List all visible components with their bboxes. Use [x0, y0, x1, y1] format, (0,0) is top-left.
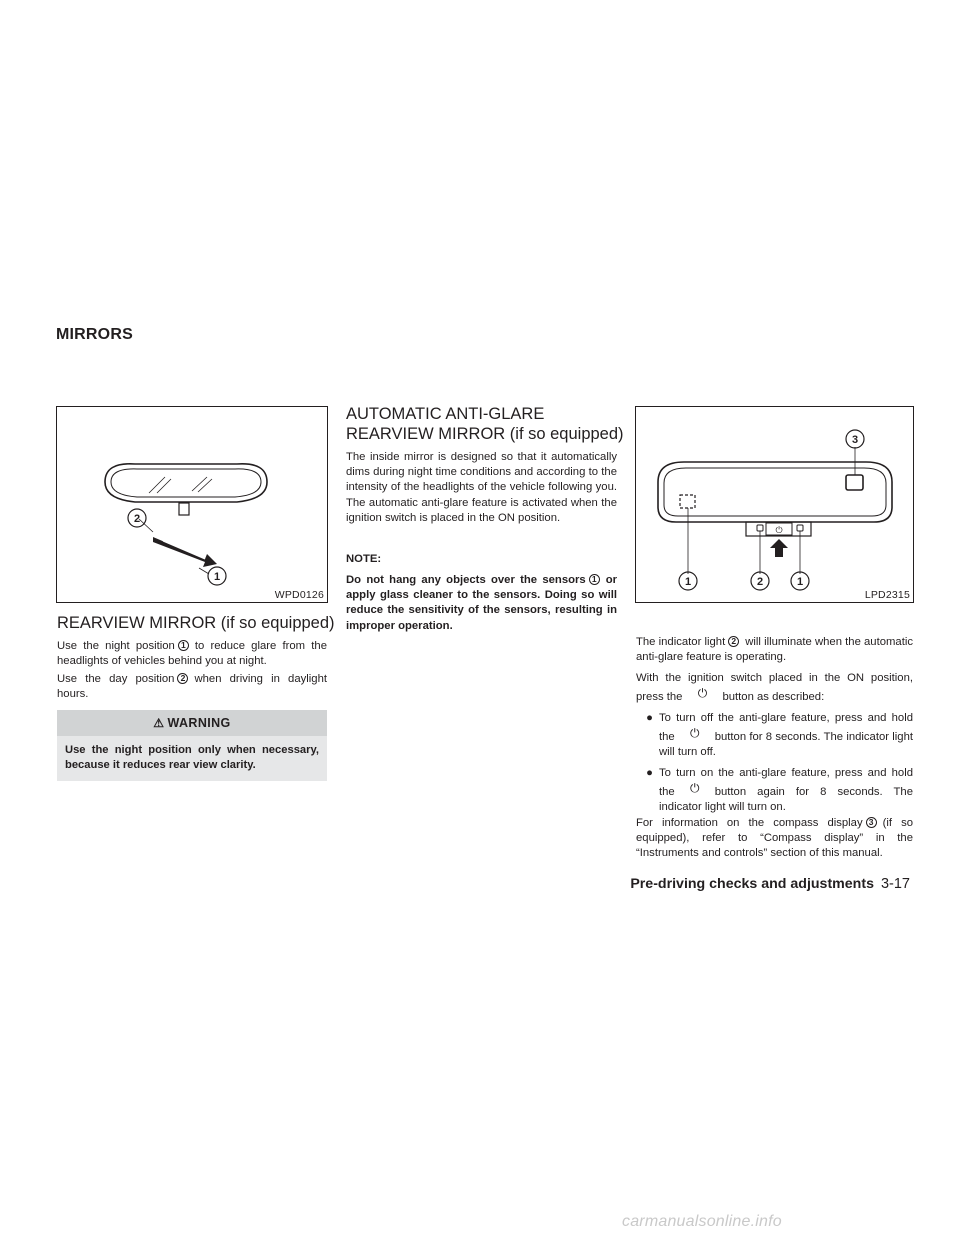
bullet-dot: ●: [646, 712, 653, 724]
callout-number: 1: [213, 571, 221, 583]
warning-title-text: WARNING: [167, 716, 231, 730]
callout-marker: 1: [589, 574, 600, 585]
text: will illuminate when the automatic anti-glare feature is operating.: [636, 636, 913, 664]
note-text: [346, 573, 617, 634]
callout-marker: 2: [728, 636, 739, 647]
callout-marker: 1: [178, 640, 189, 651]
rearview-mirror-illustration: [57, 407, 327, 602]
text: Use the day position: [57, 673, 175, 685]
bullet-turn-on: [636, 766, 913, 816]
page-number: 3-17: [880, 876, 910, 892]
text: To turn on the anti-glare feature, press and hold the: [659, 767, 913, 799]
bullet-turn-off: [636, 711, 913, 761]
note-label: NOTE:: [346, 553, 382, 565]
text: (if so equipped), refer to “Compass display” in the “Instruments and controls” section of this manual.: [636, 817, 913, 860]
callout-marker: 3: [866, 817, 877, 828]
rearview-mirror-figure: [56, 406, 328, 603]
text: With the ignition switch placed in the ON position, press the: [636, 672, 913, 704]
callout-marker: 2: [177, 673, 188, 684]
rearview-heading: REARVIEW MIRROR (if so equipped): [57, 614, 335, 632]
rearview-paragraph-2: [57, 672, 327, 702]
text: The indicator light: [636, 636, 726, 648]
power-button-icon: ⏻: [689, 781, 700, 796]
callout-number: 2: [756, 576, 764, 588]
section-heading: MIRRORS: [56, 326, 133, 343]
footer-section-title: Pre-driving checks and adjustments: [630, 876, 874, 892]
callout-number: 1: [796, 576, 804, 588]
text: For information on the compass display: [636, 817, 863, 829]
antiglare-mirror-figure: [635, 406, 914, 603]
warning-triangle-icon: ⚠: [153, 716, 165, 730]
figure-code: LPD2315: [864, 589, 910, 601]
text: Use the night position: [57, 640, 175, 652]
indicator-paragraph: [636, 635, 913, 665]
antiglare-paragraph: The inside mirror is designed so that it automatically dims during night time conditions and according to the intensity of the headlights of the vehicle following you. The automatic anti-glare feature is activated when the ignition switch is placed in the ON position.: [346, 451, 617, 524]
bullet-dot: ●: [646, 767, 653, 779]
warning-box: [57, 710, 327, 781]
antiglare-heading: [346, 404, 626, 444]
text: To turn off the anti-glare feature, press and hold the: [659, 712, 913, 744]
rearview-paragraph-1: [57, 639, 327, 669]
bullet-text: [659, 711, 913, 761]
page-footer: [630, 876, 910, 892]
callout-number: 3: [851, 434, 859, 446]
power-button-icon: ⏻: [689, 726, 700, 741]
warning-text: Use the night position only when necessary, because it reduces rear view clarity.: [65, 744, 319, 771]
figure-code: WPD0126: [274, 589, 324, 601]
power-button-icon: ⏻: [697, 686, 708, 701]
text: button again for 8 seconds. The indicator light will turn on.: [659, 786, 913, 814]
text: to reduce glare from the headlights of vehicles behind you at night.: [57, 640, 327, 668]
power-symbol: ⏻: [775, 526, 783, 536]
compass-paragraph: [636, 816, 913, 862]
callout-number: 2: [133, 513, 141, 525]
antiglare-heading-line: AUTOMATIC ANTI-GLARE: [346, 405, 545, 423]
ignition-paragraph: [636, 671, 913, 705]
warning-title: [57, 710, 327, 736]
text: button as described:: [722, 691, 825, 704]
antiglare-mirror-illustration: [636, 407, 913, 602]
text: Do not hang any objects over the sensors: [346, 574, 586, 586]
antiglare-heading-line: REARVIEW MIRROR (if so equipped): [346, 425, 624, 443]
bullet-text: [659, 766, 913, 816]
text: or apply glass cleaner to the sensors. Doing so will reduce the sensitivity of the sensors, resulting in improper operation.: [346, 574, 617, 632]
text: button for 8 seconds. The indicator light will turn off.: [659, 731, 913, 759]
watermark: carmanualsonline.info: [622, 1213, 782, 1230]
text: when driving in daylight hours.: [57, 673, 327, 701]
callout-number: 1: [684, 576, 692, 588]
